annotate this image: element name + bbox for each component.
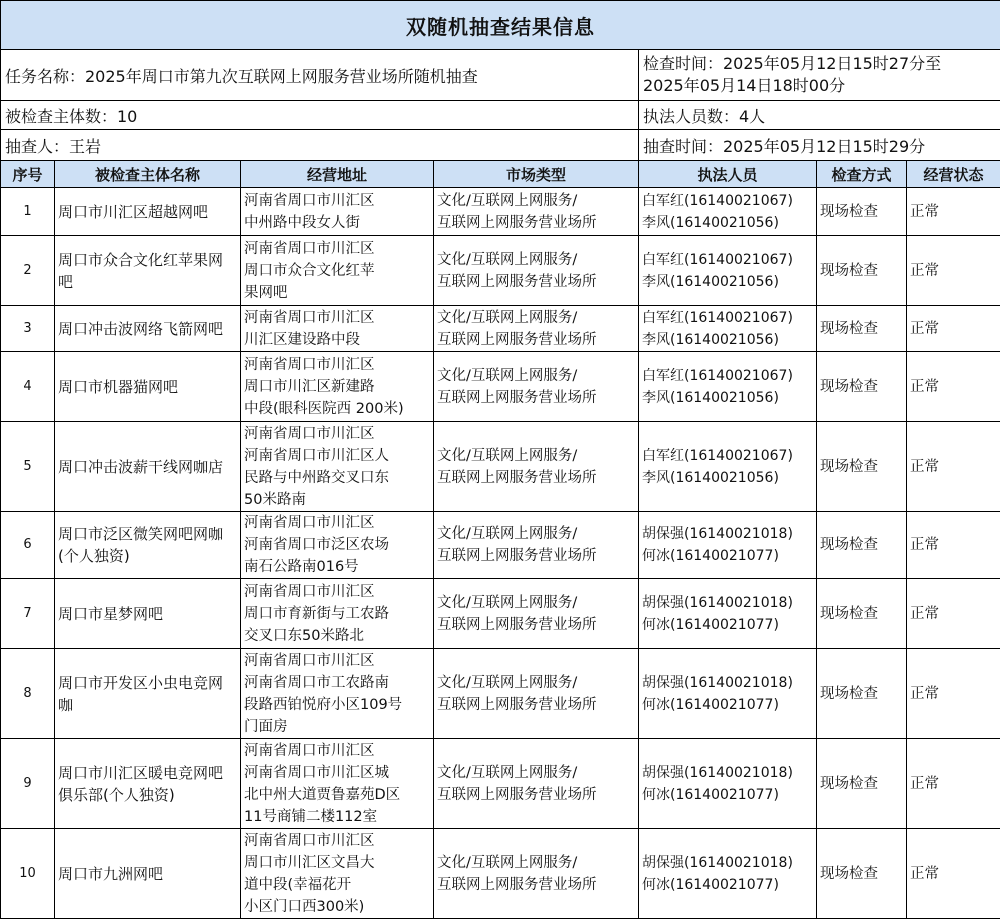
officers: [639, 579, 817, 649]
market-type-line: 文化/互联网上网服务/: [437, 445, 635, 467]
market-type-line: 文化/互联网上网服务/: [437, 307, 635, 329]
business-status-line: 正常: [910, 773, 997, 795]
business-address-line: 河南省周口市川汇区城: [244, 762, 430, 784]
inspection-method-line: 现场检查: [820, 376, 903, 398]
business-status: [907, 188, 1000, 236]
inspection-method-line: 现场检查: [820, 534, 903, 556]
subject-name: [55, 306, 241, 352]
table-row: [1, 188, 1000, 236]
market-type: [434, 579, 639, 649]
row-number-line: 10: [4, 863, 51, 885]
business-address-line: 中州路中段女人街: [244, 212, 430, 234]
business-address-line: 河南省周口市工农路南: [244, 672, 430, 694]
subject-name: [55, 422, 241, 512]
market-type: [434, 422, 639, 512]
check-time: [639, 50, 1000, 101]
sampler: 抽查人：王岩: [1, 130, 639, 161]
market-type: [434, 306, 639, 352]
row-number-line: 2: [4, 260, 51, 282]
business-address: [241, 739, 434, 829]
business-address-line: 小区门口西300米): [244, 896, 430, 918]
officers-line: 胡保强(16140021018): [642, 672, 813, 694]
officers: [639, 236, 817, 306]
info-row-task: [1, 50, 1000, 101]
inspection-method-line: 现场检查: [820, 603, 903, 625]
officers-line: 何冰(16140021077): [642, 784, 813, 806]
officers-line: 白军红(16140021067): [642, 365, 813, 387]
header-name: 被检查主体名称: [55, 161, 241, 188]
business-address-line: 北中州大道贾鲁嘉苑D区: [244, 784, 430, 806]
business-address-line: 河南省周口市川汇区: [244, 354, 430, 376]
inspection-method: [817, 188, 907, 236]
business-status-line: 正常: [910, 603, 997, 625]
business-address-line: 周口市育新街与工农路: [244, 603, 430, 625]
business-address: [241, 188, 434, 236]
subject-name-line: 周口市开发区小虫电竞网咖: [58, 672, 237, 716]
row-number: [1, 422, 55, 512]
officers-line: 胡保强(16140021018): [642, 592, 813, 614]
row-number: [1, 306, 55, 352]
business-status: [907, 236, 1000, 306]
market-type-line: 文化/互联网上网服务/: [437, 523, 635, 545]
subject-name: [55, 739, 241, 829]
officers: [639, 649, 817, 739]
business-status: [907, 649, 1000, 739]
officers-line: 李风(16140021056): [642, 467, 813, 489]
title-row: [1, 1, 1000, 50]
row-number-line: 5: [4, 456, 51, 478]
officers-line: 白军红(16140021067): [642, 190, 813, 212]
row-number-line: 8: [4, 683, 51, 705]
business-status: [907, 306, 1000, 352]
business-address-line: 道中段(幸福花开: [244, 874, 430, 896]
officers: [639, 188, 817, 236]
inspection-method: [817, 829, 907, 919]
subject-name-line: 周口市机器猫网吧: [58, 376, 237, 398]
market-type-line: 文化/互联网上网服务/: [437, 592, 635, 614]
business-address-line: 河南省周口市川汇区: [244, 650, 430, 672]
subject-name-line: 周口市众合文化红苹果网吧: [58, 249, 237, 293]
check-time-line1: 检查时间：2025年05月12日15时27分至: [643, 53, 996, 75]
row-number: [1, 352, 55, 422]
business-address-line: 周口市川汇区新建路: [244, 376, 430, 398]
inspection-method-line: 现场检查: [820, 201, 903, 223]
business-address-line: 周口市川汇区文昌大: [244, 852, 430, 874]
inspection-method-line: 现场检查: [820, 456, 903, 478]
market-type: [434, 739, 639, 829]
header-address: 经营地址: [241, 161, 434, 188]
officers-line: 胡保强(16140021018): [642, 762, 813, 784]
market-type-line: 文化/互联网上网服务/: [437, 852, 635, 874]
subject-name-line: 周口市川汇区超越网吧: [58, 201, 237, 223]
subject-name-line: 周口市川汇区暖电竞网吧俱乐部(个人独资): [58, 762, 237, 806]
row-number: [1, 649, 55, 739]
business-address-line: 交叉口东50米路北: [244, 625, 430, 647]
table-row: [1, 422, 1000, 512]
inspection-method: [817, 512, 907, 579]
market-type-line: 文化/互联网上网服务/: [437, 762, 635, 784]
column-header-row: [1, 161, 1000, 188]
business-status-line: 正常: [910, 456, 997, 478]
business-address-line: 河南省周口市泛区农场: [244, 534, 430, 556]
table-row: [1, 306, 1000, 352]
business-address-line: 周口市众合文化红苹: [244, 260, 430, 282]
page-title: 双随机抽查结果信息: [1, 1, 1000, 50]
table-row: [1, 649, 1000, 739]
business-status-line: 正常: [910, 260, 997, 282]
business-status: [907, 512, 1000, 579]
business-status: [907, 352, 1000, 422]
subject-name: [55, 649, 241, 739]
market-type-line: 互联网上网服务营业场所: [437, 694, 635, 716]
business-address-line: 河南省周口市川汇区人: [244, 445, 430, 467]
market-type: [434, 188, 639, 236]
business-status-line: 正常: [910, 201, 997, 223]
inspection-method-line: 现场检查: [820, 683, 903, 705]
header-method: 检查方式: [817, 161, 907, 188]
business-address-line: 50米路南: [244, 489, 430, 511]
subject-name-line: 周口市星梦网吧: [58, 603, 237, 625]
row-number: [1, 236, 55, 306]
business-address-line: 门面房: [244, 716, 430, 738]
info-row-count: [1, 101, 1000, 130]
header-officers: 执法人员: [639, 161, 817, 188]
market-type-line: 文化/互联网上网服务/: [437, 672, 635, 694]
inspection-method: [817, 352, 907, 422]
officers: [639, 422, 817, 512]
officers: [639, 306, 817, 352]
row-number: [1, 512, 55, 579]
subject-name-line: 周口冲击波薪干线网咖店: [58, 456, 237, 478]
header-status: 经营状态: [907, 161, 1000, 188]
inspection-method: [817, 579, 907, 649]
business-status: [907, 422, 1000, 512]
subject-name-line: 周口冲击波网络飞箭网吧: [58, 318, 237, 340]
business-address-line: 果网吧: [244, 282, 430, 304]
subject-name: [55, 512, 241, 579]
table-body: [1, 188, 1000, 919]
business-address-line: 11号商铺二楼112室: [244, 806, 430, 828]
market-type: [434, 236, 639, 306]
row-number-line: 7: [4, 603, 51, 625]
row-number: [1, 739, 55, 829]
business-address-line: 中段(眼科医院西 200米): [244, 398, 430, 420]
business-status: [907, 739, 1000, 829]
market-type-line: 文化/互联网上网服务/: [437, 190, 635, 212]
business-address: [241, 829, 434, 919]
business-address-line: 川汇区建设路中段: [244, 329, 430, 351]
officers-line: 何冰(16140021077): [642, 694, 813, 716]
business-address-line: 河南省周口市川汇区: [244, 830, 430, 852]
officers-line: 李风(16140021056): [642, 387, 813, 409]
sample-time: 抽查时间：2025年05月12日15时29分: [639, 130, 1000, 161]
inspection-method: [817, 739, 907, 829]
market-type: [434, 829, 639, 919]
business-address-line: 河南省周口市川汇区: [244, 238, 430, 260]
row-number: [1, 829, 55, 919]
subject-name-line: 周口市九洲网吧: [58, 863, 237, 885]
officers-line: 何冰(16140021077): [642, 874, 813, 896]
business-address-line: 民路与中州路交叉口东: [244, 467, 430, 489]
business-address: [241, 236, 434, 306]
business-address: [241, 512, 434, 579]
officers-line: 白军红(16140021067): [642, 249, 813, 271]
market-type: [434, 512, 639, 579]
row-number-line: 3: [4, 318, 51, 340]
inspection-method: [817, 649, 907, 739]
business-address-line: 段路西铂悦府小区109号: [244, 694, 430, 716]
table-row: [1, 739, 1000, 829]
business-status: [907, 579, 1000, 649]
business-address: [241, 579, 434, 649]
table-row: [1, 829, 1000, 919]
subject-name-line: 周口市泛区微笑网吧网咖(个人独资): [58, 523, 237, 567]
officers-line: 白军红(16140021067): [642, 445, 813, 467]
inspection-method: [817, 422, 907, 512]
row-number-line: 9: [4, 773, 51, 795]
officers-line: 李风(16140021056): [642, 271, 813, 293]
subject-name: [55, 829, 241, 919]
business-address-line: 南石公路南016号: [244, 556, 430, 578]
inspection-method-line: 现场检查: [820, 318, 903, 340]
subject-name: [55, 352, 241, 422]
table-row: [1, 236, 1000, 306]
officers: [639, 512, 817, 579]
subject-name: [55, 188, 241, 236]
officers-line: 胡保强(16140021018): [642, 852, 813, 874]
market-type: [434, 649, 639, 739]
officers: [639, 352, 817, 422]
business-address: [241, 422, 434, 512]
row-number-line: 4: [4, 376, 51, 398]
check-time-line2: 2025年05月14日18时00分: [643, 75, 996, 97]
business-address-line: 河南省周口市川汇区: [244, 512, 430, 534]
officers-line: 李风(16140021056): [642, 329, 813, 351]
inspection-method: [817, 306, 907, 352]
market-type-line: 互联网上网服务营业场所: [437, 271, 635, 293]
officers-line: 胡保强(16140021018): [642, 523, 813, 545]
market-type-line: 互联网上网服务营业场所: [437, 545, 635, 567]
business-status: [907, 829, 1000, 919]
market-type-line: 互联网上网服务营业场所: [437, 614, 635, 636]
info-row-sampler: [1, 130, 1000, 161]
business-status-line: 正常: [910, 376, 997, 398]
business-address-line: 河南省周口市川汇区: [244, 423, 430, 445]
row-number: [1, 188, 55, 236]
market-type-line: 互联网上网服务营业场所: [437, 784, 635, 806]
business-address: [241, 306, 434, 352]
business-address: [241, 649, 434, 739]
business-address-line: 河南省周口市川汇区: [244, 307, 430, 329]
market-type-line: 互联网上网服务营业场所: [437, 329, 635, 351]
table-row: [1, 512, 1000, 579]
market-type: [434, 352, 639, 422]
market-type-line: 互联网上网服务营业场所: [437, 874, 635, 896]
subject-name: [55, 236, 241, 306]
header-market-type: 市场类型: [434, 161, 639, 188]
row-number: [1, 579, 55, 649]
business-status-line: 正常: [910, 534, 997, 556]
task-name: 任务名称：2025年周口市第九次互联网上网服务营业场所随机抽查: [1, 50, 639, 101]
business-address-line: 河南省周口市川汇区: [244, 190, 430, 212]
business-status-line: 正常: [910, 318, 997, 340]
subject-count: 被检查主体数：10: [1, 101, 639, 130]
officers: [639, 829, 817, 919]
row-number-line: 1: [4, 201, 51, 223]
table-row: [1, 579, 1000, 649]
officers-line: 李风(16140021056): [642, 212, 813, 234]
business-status-line: 正常: [910, 863, 997, 885]
inspection-method: [817, 236, 907, 306]
officers: [639, 739, 817, 829]
market-type-line: 互联网上网服务营业场所: [437, 212, 635, 234]
officers-line: 何冰(16140021077): [642, 545, 813, 567]
market-type-line: 互联网上网服务营业场所: [437, 467, 635, 489]
row-number-line: 6: [4, 534, 51, 556]
subject-name: [55, 579, 241, 649]
market-type-line: 文化/互联网上网服务/: [437, 365, 635, 387]
business-address-line: 河南省周口市川汇区: [244, 581, 430, 603]
officers-line: 白军红(16140021067): [642, 307, 813, 329]
business-status-line: 正常: [910, 683, 997, 705]
officers-line: 何冰(16140021077): [642, 614, 813, 636]
inspection-method-line: 现场检查: [820, 260, 903, 282]
business-address-line: 河南省周口市川汇区: [244, 740, 430, 762]
market-type-line: 互联网上网服务营业场所: [437, 387, 635, 409]
header-no: 序号: [1, 161, 55, 188]
table-row: [1, 352, 1000, 422]
inspection-method-line: 现场检查: [820, 773, 903, 795]
market-type-line: 文化/互联网上网服务/: [437, 249, 635, 271]
business-address: [241, 352, 434, 422]
officer-count: 执法人员数：4人: [639, 101, 1000, 130]
inspection-method-line: 现场检查: [820, 863, 903, 885]
